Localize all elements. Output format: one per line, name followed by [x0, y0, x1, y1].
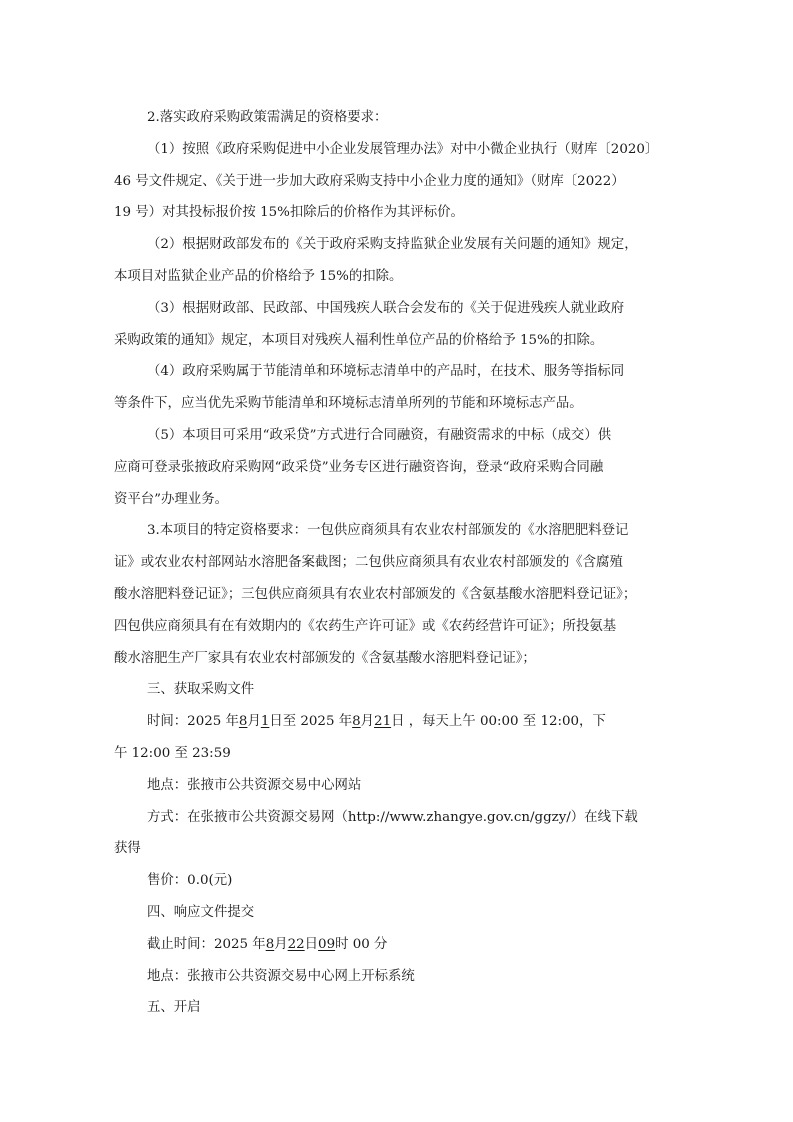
- end-month: 8: [352, 714, 361, 730]
- obtain-method-line: 方式：在张掖市公共资源交易网（http://www.zhangye.gov.cn/ggzy/）在线下载: [147, 809, 638, 825]
- obtain-time-line: [114, 708, 686, 737]
- deadline-month: 8: [265, 936, 275, 952]
- policy-item-1-line: 19 号）对其投标报价按 15%扣除后的价格作为其评标价。: [114, 205, 464, 221]
- policy-item-3-line: （3）根据财政部、民政部、中国残疾人联合会发布的《关于促进残疾人就业政府: [147, 300, 625, 316]
- policy-item-3: [114, 295, 686, 356]
- section2-heading: 2.落实政府采购政策需满足的资格要求：: [147, 110, 388, 125]
- obtain-method: [114, 804, 686, 865]
- policy-item-2-line: 本项目对监狱企业产品的价格给予 15%的扣除。: [114, 268, 403, 284]
- policy-item-5: [114, 422, 686, 514]
- obtain-method-line: 获得: [114, 841, 141, 857]
- policy-item-1-line: 46 号文件规定、《关于进一步加大政府采购支持中小企业力度的通知》（财库〔2022）: [114, 173, 625, 189]
- policy-item-3-line: 采购政策的通知》规定，本项目对残疾人福利性单位产品的价格给予 15%的扣除。: [114, 332, 604, 348]
- policy-item-4-line: （4）政府采购属于节能清单和环境标志清单中的产品时，在技术、服务等指标同: [147, 364, 625, 380]
- policy-item-4-line: 等条件下，应当优先采购节能清单和环境标志清单所列的节能和环境标志产品。: [114, 396, 583, 412]
- special-qualification-line: 酸水溶肥生产厂家具有农业农村部颁发的《含氨基酸水溶肥料登记证》；: [114, 650, 536, 666]
- open-heading: 五、开启: [147, 1000, 201, 1016]
- start-day: 1: [260, 714, 270, 730]
- obtain-time: [114, 708, 686, 769]
- obtain-price: 售价：0.0(元): [147, 873, 233, 889]
- month-label: 月: [274, 936, 288, 952]
- special-qualification-line: 四包供应商须具有在有效期内的《农药生产许可证》或《农药经营许可证》；所投氨基: [114, 618, 617, 634]
- month-label: 月: [247, 714, 261, 730]
- policy-item-5-line: 资平台”办理业务。: [114, 491, 228, 507]
- policy-item-5-line: （5）本项目可采用“政采贷”方式进行合同融资，有融资需求的中标（成交）供: [147, 427, 612, 443]
- obtain-place: 地点：张掖市公共资源交易中心网站: [147, 777, 362, 793]
- policy-item-2-line: （2）根据财政部发布的《关于政府采购支持监狱企业发展有关问题的通知》规定，: [147, 237, 638, 253]
- deadline-tail: 时 00 分: [335, 936, 388, 952]
- submit-place: 地点：张掖市公共资源交易中心网上开标系统: [147, 968, 415, 984]
- time-prefix: 时间：2025 年: [147, 714, 239, 730]
- submit-deadline: [114, 931, 686, 960]
- deadline-prefix: 截止时间：2025 年: [147, 936, 266, 952]
- time-middle: 日至 2025 年: [269, 714, 353, 730]
- policy-item-1: [114, 136, 686, 228]
- document-body: [114, 104, 686, 1026]
- policy-item-2: [114, 231, 686, 292]
- special-qualification-line: 3.本项目的特定资格要求：一包供应商须具有农业农村部颁发的《水溶肥肥料登记: [147, 523, 629, 539]
- time-tail: 日 ，每天上午 00:00 至 12:00，下: [391, 714, 606, 730]
- day-label: 日: [304, 936, 319, 952]
- policy-item-4: [114, 358, 686, 419]
- deadline-day: 22: [287, 936, 305, 952]
- policy-item-1-line: （1）按照《政府采购促进中小企业发展管理办法》对中小微企业执行（财库〔2020〕: [147, 141, 659, 157]
- month-label: 月: [360, 714, 375, 730]
- submit-heading: 四、响应文件提交: [147, 904, 255, 920]
- special-qualification-line: 酸水溶肥料登记证》；三包供应商须具有农业农村部颁发的《含氨基酸水溶肥料登记证》；: [114, 586, 637, 602]
- obtain-heading: 三、获取采购文件: [147, 682, 255, 698]
- end-day: 21: [374, 714, 392, 730]
- start-month: 8: [238, 714, 248, 730]
- deadline-hour: 09: [318, 936, 336, 952]
- special-qualification: [114, 517, 686, 673]
- policy-item-5-line: 应商可登录张掖政府采购网“政采贷”业务专区进行融资咨询，登录“政府采购合同融: [114, 459, 604, 475]
- obtain-time-line: 午 12:00 至 23:59: [114, 745, 231, 761]
- special-qualification-line: 证》或农业农村部网站水溶肥备案截图；二包供应商须具有农业农村部颁发的《含腐殖: [114, 555, 623, 571]
